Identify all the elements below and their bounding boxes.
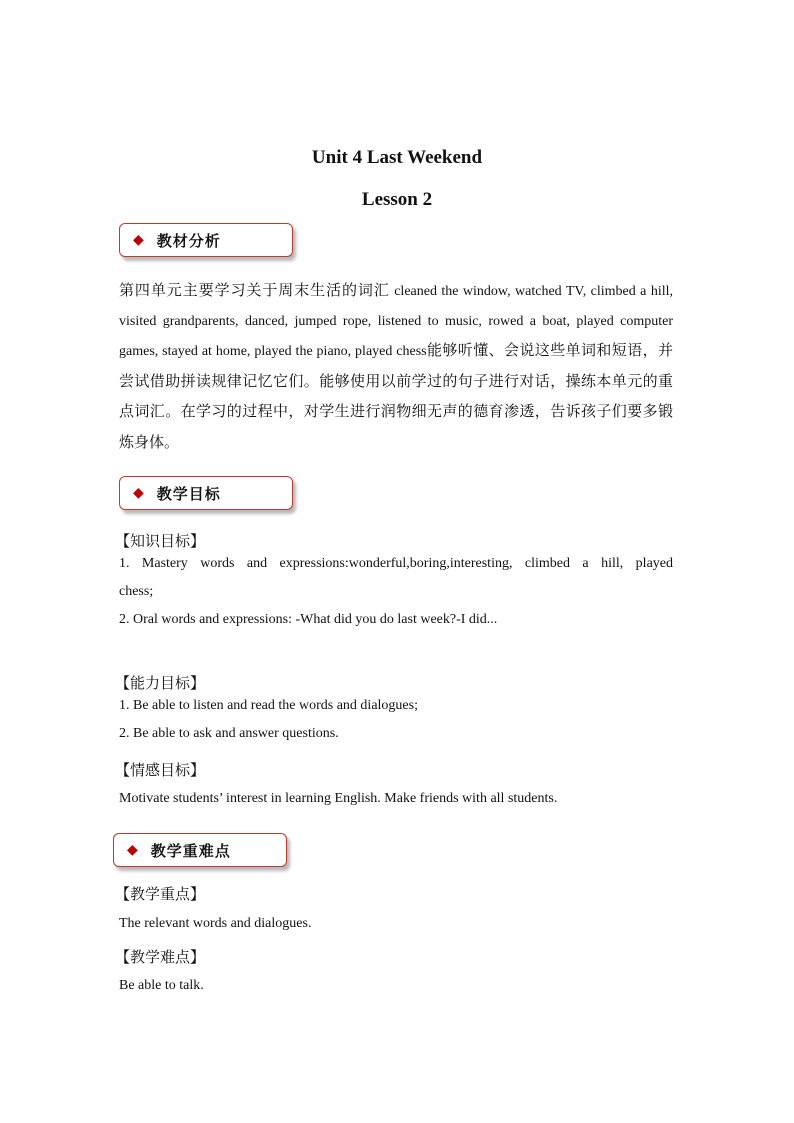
section-tag-goals [119,476,293,510]
diamond-bullet-icon: ◆ [133,232,144,248]
diamond-bullet-icon: ◆ [127,842,138,858]
section-tag-analysis [119,223,293,257]
knowledge-goal-1-cont: chess; [119,584,154,599]
diamond-bullet-icon: ◆ [133,485,144,501]
knowledge-goal-2: 2. Oral words and expressions: -What did you do last week?-I did... [119,612,498,627]
page-title: Unit 4 Last Weekend [311,147,483,168]
ability-goal-2: 2. Be able to ask and answer questions. [119,726,339,741]
ability-goal-heading: 【能力目标】 [115,674,206,692]
difficult-point-text: Be able to talk. [119,978,204,993]
section-label: 教学目标 [156,484,221,503]
analysis-text-en: cleaned the window, watched TV, climbed a hill, visited grandparents, danced, jumped rope, listened to music, rowed a boat, played computer games, stayed at home, played the piano, played chess [119,284,673,359]
ability-goal-1: 1. Be able to listen and read the words and dialogues; [119,698,418,713]
key-point-text: The relevant words and dialogues. [119,916,312,931]
section-label: 教材分析 [156,231,221,250]
difficult-point-heading: 【教学难点】 [115,948,206,966]
lesson-subtitle: Lesson 2 [361,189,433,210]
knowledge-goal-heading: 【知识目标】 [115,532,206,550]
emotion-goal-1: Motivate students’ interest in learning English. Make friends with all students. [119,791,558,806]
key-point-heading: 【教学重点】 [115,885,206,903]
section-tag-keypoints [113,833,287,867]
section-label: 教学重难点 [150,841,231,860]
knowledge-goal-1: 1. Mastery words and expressions:wonderful,boring,interesting, climbed a hill, played [119,556,673,571]
analysis-text-zh-1: 第四单元主要学习关于周末生活的词汇 [119,281,390,299]
analysis-paragraph [119,276,673,458]
analysis-text-zh-2: 能够听懂、会说这些单词和短语，并尝试借助拼读规律记忆它们。能够使用以前学过的句子进行对话，操练本单元的重点词汇。在学习的过程中，对学生进行润物细无声的德育渗透，告诉孩子们要多锻炼身体。 [119,341,673,451]
emotion-goal-heading: 【情感目标】 [115,761,206,779]
